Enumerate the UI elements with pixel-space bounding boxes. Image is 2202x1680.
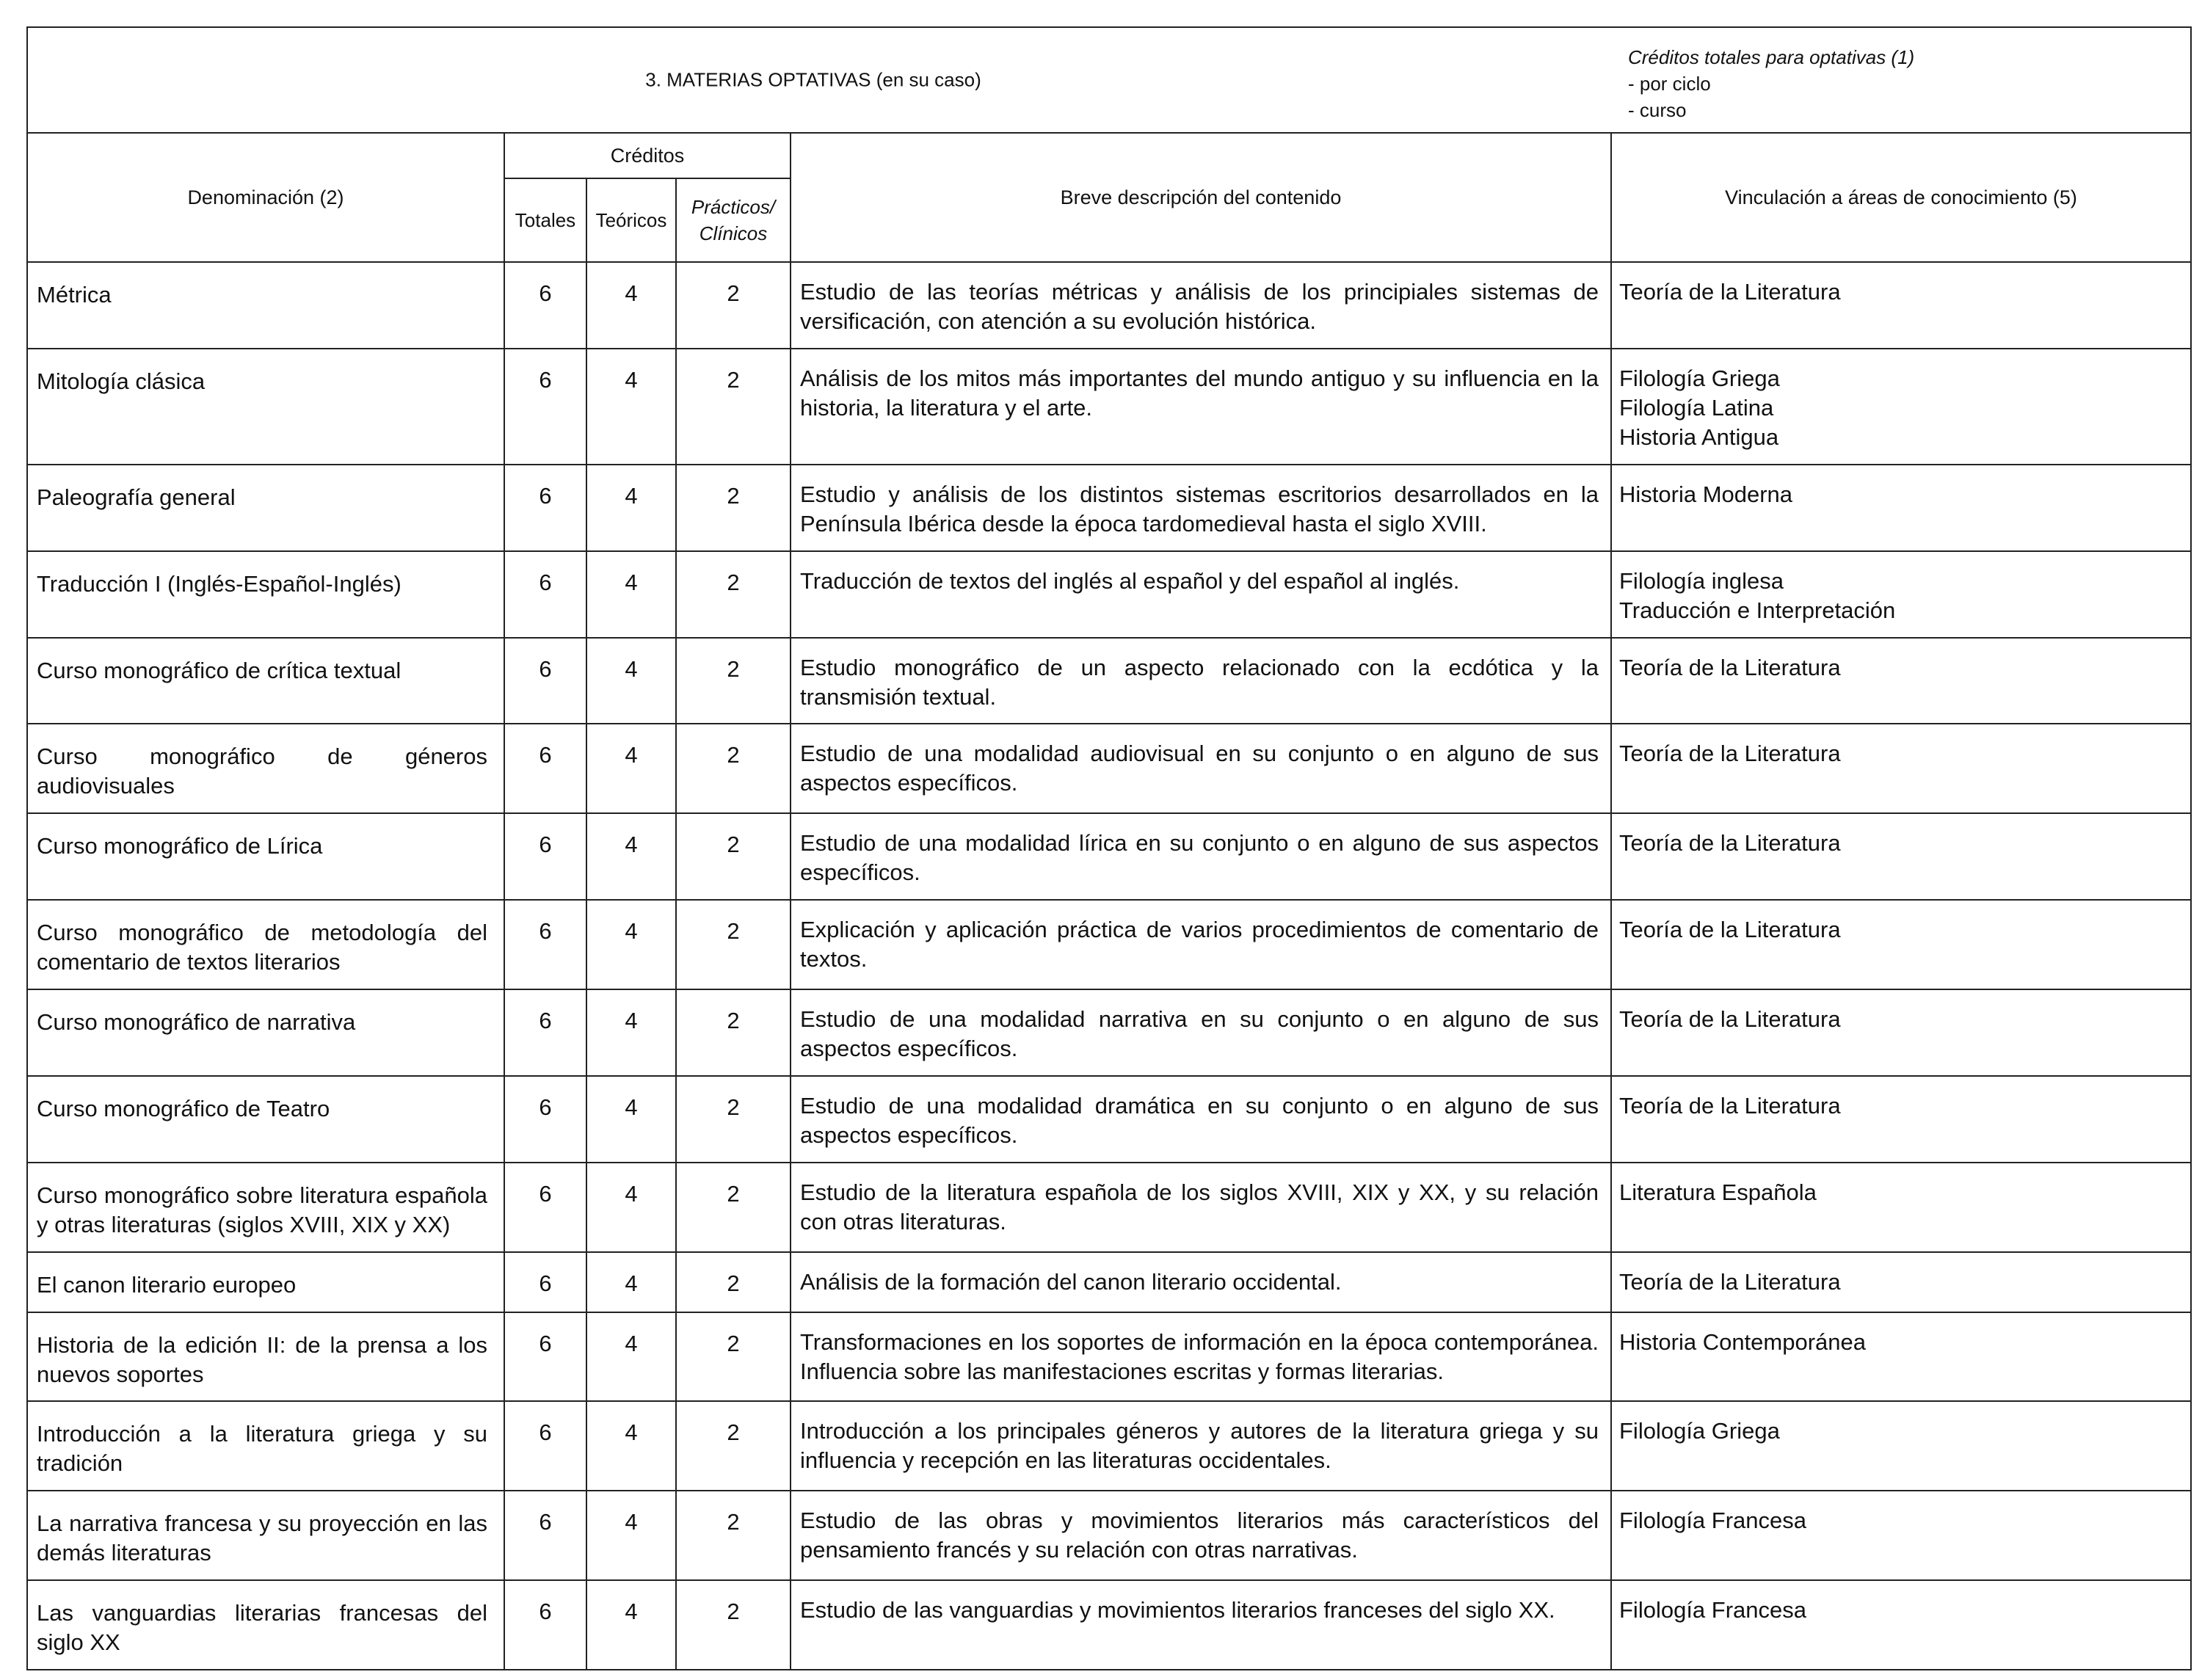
knowledge-area: Historia Antigua <box>1619 423 1779 450</box>
table-row <box>27 551 2191 638</box>
table-row <box>27 349 2191 465</box>
credits-totales: 6 <box>504 349 586 465</box>
knowledge-areas <box>1611 465 2191 551</box>
credit-note-ciclo: - por ciclo <box>1628 73 1711 95</box>
credits-practicos: 2 <box>676 900 791 989</box>
content-description: Estudio de una modalidad audiovisual en su conjunto o en alguno de sus aspectos específicos. <box>791 724 1611 813</box>
table-row <box>27 724 2191 813</box>
table-row <box>27 1312 2191 1402</box>
content-description: Estudio de las teorías métricas y análisis de los principiales sistemas de versificación, con atención a su evolución histórica. <box>791 262 1611 349</box>
table-row <box>27 1076 2191 1163</box>
subject-name: Curso monográfico de narrativa <box>27 989 504 1076</box>
subject-name: Curso monográfico de Lírica <box>27 813 504 900</box>
table-row <box>27 1252 2191 1312</box>
subject-name: Las vanguardias literarias francesas del siglo XX <box>27 1580 504 1670</box>
subject-name: La narrativa francesa y su proyección en las demás literaturas <box>27 1491 504 1580</box>
credit-note-curso: - curso <box>1628 99 1687 121</box>
credits-practicos: 2 <box>676 465 791 551</box>
credits-practicos: 2 <box>676 551 791 638</box>
credits-totales: 6 <box>504 1491 586 1580</box>
credits-teoricos: 4 <box>586 724 676 813</box>
subject-name: Curso monográfico de crítica textual <box>27 638 504 724</box>
credits-teoricos: 4 <box>586 465 676 551</box>
knowledge-area: Teoría de la Literatura <box>1619 1268 1841 1295</box>
content-description: Transformaciones en los soportes de información en la época contemporánea. Influencia sobre las manifestaciones escritas y formas literarias. <box>791 1312 1611 1402</box>
table-row <box>27 1491 2191 1580</box>
knowledge-areas <box>1611 1076 2191 1163</box>
credits-practicos: 2 <box>676 1312 791 1402</box>
subject-name: Traducción I (Inglés-Español-Inglés) <box>27 551 504 638</box>
header-descripcion: Breve descripción del contenido <box>791 133 1611 262</box>
content-description: Explicación y aplicación práctica de varios procedimientos de comentario de textos. <box>791 900 1611 989</box>
credits-teoricos: 4 <box>586 900 676 989</box>
knowledge-areas <box>1611 724 2191 813</box>
optional-subjects-table <box>26 26 2192 1670</box>
header-creditos: Créditos <box>504 133 791 178</box>
subject-name: Mitología clásica <box>27 349 504 465</box>
content-description: Estudio de las vanguardias y movimientos literarios franceses del siglo XX. <box>791 1580 1611 1670</box>
credits-teoricos: 4 <box>586 551 676 638</box>
credits-teoricos: 4 <box>586 1163 676 1252</box>
table-row <box>27 465 2191 551</box>
subject-name: Curso monográfico de Teatro <box>27 1076 504 1163</box>
credits-teoricos: 4 <box>586 1580 676 1670</box>
subject-name: Métrica <box>27 262 504 349</box>
credits-totales: 6 <box>504 465 586 551</box>
knowledge-area: Teoría de la Literatura <box>1619 654 1841 680</box>
content-description: Estudio de una modalidad lírica en su conjunto o en alguno de sus aspectos específicos. <box>791 813 1611 900</box>
credits-teoricos: 4 <box>586 1401 676 1491</box>
credits-teoricos: 4 <box>586 262 676 349</box>
knowledge-areas <box>1611 989 2191 1076</box>
knowledge-area: Filología Francesa <box>1619 1597 1807 1623</box>
credits-teoricos: 4 <box>586 1252 676 1312</box>
credits-teoricos: 4 <box>586 1076 676 1163</box>
knowledge-area: Literatura Española <box>1619 1179 1817 1205</box>
knowledge-area: Filología Griega <box>1619 1418 1780 1444</box>
credits-totales: 6 <box>504 1580 586 1670</box>
content-description: Análisis de los mitos más importantes del mundo antiguo y su influencia en la historia, la literatura y el arte. <box>791 349 1611 465</box>
knowledge-area: Teoría de la Literatura <box>1619 741 1841 767</box>
knowledge-area: Teoría de la Literatura <box>1619 917 1841 943</box>
subject-name: Paleografía general <box>27 465 504 551</box>
section-title: 3. MATERIAS OPTATIVAS (en su caso) <box>645 68 981 91</box>
knowledge-area: Teoría de la Literatura <box>1619 1092 1841 1119</box>
credits-totales: 6 <box>504 262 586 349</box>
knowledge-areas <box>1611 900 2191 989</box>
content-description: Estudio de una modalidad narrativa en su conjunto o en alguno de sus aspectos específicos. <box>791 989 1611 1076</box>
knowledge-areas <box>1611 1252 2191 1312</box>
knowledge-areas <box>1611 262 2191 349</box>
credits-practicos: 2 <box>676 813 791 900</box>
credits-teoricos: 4 <box>586 813 676 900</box>
knowledge-area: Filología Francesa <box>1619 1508 1807 1534</box>
table-row <box>27 900 2191 989</box>
knowledge-areas <box>1611 638 2191 724</box>
header-teoricos: Teóricos <box>586 178 676 262</box>
credits-teoricos: 4 <box>586 989 676 1076</box>
knowledge-area: Teoría de la Literatura <box>1619 1006 1841 1032</box>
content-description: Estudio y análisis de los distintos sistemas escritorios desarrollados en la Península Ibérica desde la época tardomedieval hasta el siglo XVIII. <box>791 465 1611 551</box>
credits-totales: 6 <box>504 1252 586 1312</box>
content-description: Estudio monográfico de un aspecto relacionado con la ecdótica y la transmisión textual. <box>791 638 1611 724</box>
table-row <box>27 1401 2191 1491</box>
credits-teoricos: 4 <box>586 1312 676 1402</box>
content-description: Introducción a los principales géneros y autores de la literatura griega y su influencia y recepción en las literaturas occidentales. <box>791 1401 1611 1491</box>
subject-name: Introducción a la literatura griega y su tradición <box>27 1401 504 1491</box>
knowledge-area: Historia Moderna <box>1619 481 1793 507</box>
credit-note-total: Créditos totales para optativas (1) <box>1628 46 1915 68</box>
credits-teoricos: 4 <box>586 349 676 465</box>
knowledge-area: Filología Latina <box>1619 394 1774 421</box>
credits-practicos: 2 <box>676 724 791 813</box>
subject-name: Curso monográfico de metodología del comentario de textos literarios <box>27 900 504 989</box>
table-row <box>27 989 2191 1076</box>
credits-practicos: 2 <box>676 1076 791 1163</box>
subject-name: Curso monográfico de géneros audiovisuales <box>27 724 504 813</box>
subject-name: Curso monográfico sobre literatura española y otras literaturas (siglos XVIII, XIX y XX) <box>27 1163 504 1252</box>
knowledge-areas <box>1611 551 2191 638</box>
subject-name: Historia de la edición II: de la prensa a los nuevos soportes <box>27 1312 504 1402</box>
knowledge-area: Filología Griega <box>1619 365 1780 391</box>
header-practicos: Prácticos/ Clínicos <box>676 178 791 262</box>
table-row <box>27 813 2191 900</box>
credits-totales: 6 <box>504 900 586 989</box>
credits-practicos: 2 <box>676 1491 791 1580</box>
content-description: Estudio de las obras y movimientos literarios más característicos del pensamiento francés y su relación con otras narrativas. <box>791 1491 1611 1580</box>
credits-practicos: 2 <box>676 1580 791 1670</box>
document-page <box>26 26 2190 1670</box>
knowledge-areas <box>1611 1401 2191 1491</box>
knowledge-areas <box>1611 1163 2191 1252</box>
credits-totales: 6 <box>504 638 586 724</box>
knowledge-areas <box>1611 1312 2191 1402</box>
credits-teoricos: 4 <box>586 1491 676 1580</box>
header-denominacion: Denominación (2) <box>27 133 504 262</box>
credits-totales: 6 <box>504 1401 586 1491</box>
knowledge-area: Teoría de la Literatura <box>1619 830 1841 857</box>
credits-practicos: 2 <box>676 989 791 1076</box>
knowledge-areas <box>1611 1491 2191 1580</box>
table-row <box>27 1163 2191 1252</box>
table-title-cell <box>27 27 2191 133</box>
credits-totales: 6 <box>504 989 586 1076</box>
knowledge-area: Historia Contemporánea <box>1619 1328 1867 1355</box>
knowledge-area: Traducción e Interpretación <box>1619 597 1896 623</box>
credits-totales: 6 <box>504 551 586 638</box>
knowledge-areas <box>1611 349 2191 465</box>
credits-practicos: 2 <box>676 1401 791 1491</box>
credits-practicos: 2 <box>676 638 791 724</box>
credits-practicos: 2 <box>676 349 791 465</box>
credits-practicos: 2 <box>676 1163 791 1252</box>
credits-teoricos: 4 <box>586 638 676 724</box>
knowledge-area: Filología inglesa <box>1619 567 1784 594</box>
content-description: Estudio de la literatura española de los siglos XVIII, XIX y XX, y su relación con otras literaturas. <box>791 1163 1611 1252</box>
credits-totales: 6 <box>504 1312 586 1402</box>
content-description: Análisis de la formación del canon literario occidental. <box>791 1252 1611 1312</box>
knowledge-area: Teoría de la Literatura <box>1619 279 1841 305</box>
credits-totales: 6 <box>504 1076 586 1163</box>
credits-practicos: 2 <box>676 1252 791 1312</box>
header-vinculacion: Vinculación a áreas de conocimiento (5) <box>1611 133 2191 262</box>
header-totales: Totales <box>504 178 586 262</box>
knowledge-areas <box>1611 1580 2191 1670</box>
credits-totales: 6 <box>504 813 586 900</box>
knowledge-areas <box>1611 813 2191 900</box>
credits-practicos: 2 <box>676 262 791 349</box>
credits-totales: 6 <box>504 724 586 813</box>
credit-notes <box>1628 44 1914 123</box>
content-description: Estudio de una modalidad dramática en su conjunto o en alguno de sus aspectos específicos. <box>791 1076 1611 1163</box>
content-description: Traducción de textos del inglés al español y del español al inglés. <box>791 551 1611 638</box>
table-row <box>27 262 2191 349</box>
table-row <box>27 1580 2191 1670</box>
credits-totales: 6 <box>504 1163 586 1252</box>
table-row <box>27 638 2191 724</box>
subject-name: El canon literario europeo <box>27 1252 504 1312</box>
